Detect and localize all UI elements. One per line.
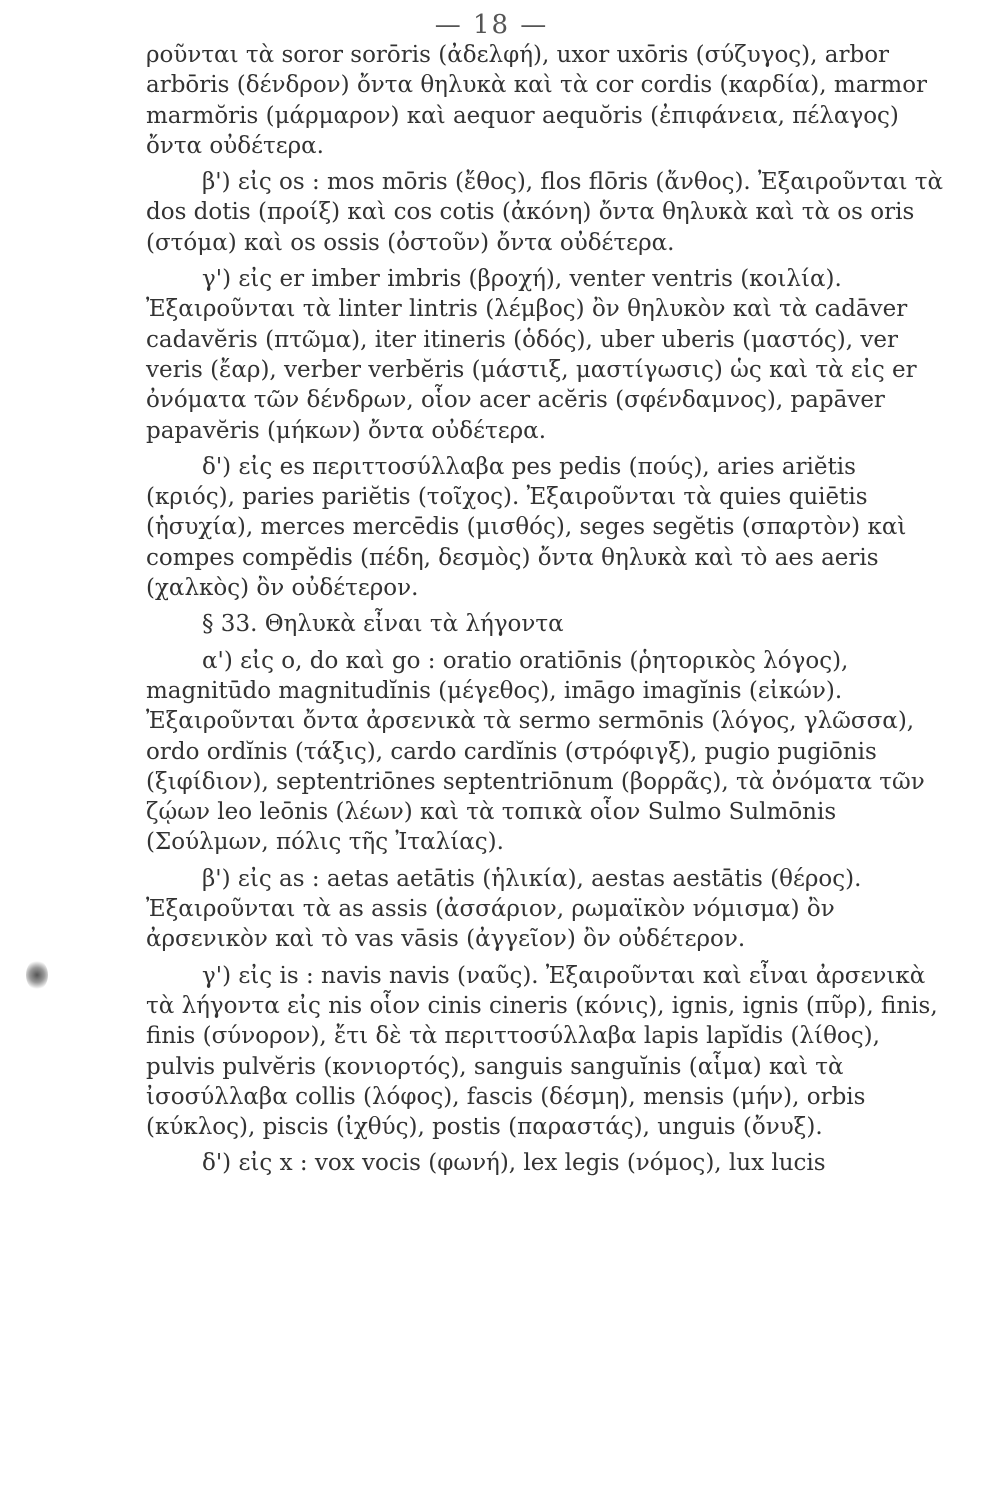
- paragraph-item-delta-es: δ') εἰς es περιττοσύλλαβα pes pedis (πούς), aries ariĕtis (κριός), paries pariĕtis (τοῖχος). Ἐξαιροῦνται τὰ quies quiētis (ἡσυχία), merces mercēdis (μισθός), seges segĕtis (σπαρτὸν) καὶ compes compĕdis (πέδη, δεσμὸς) ὄντα θηλυκὰ καὶ τὸ aes aeris (χαλκὸς) ὂν οὐδέτερον.: [146, 453, 907, 602]
- paragraph-item-beta-os: β') εἰς os : mos mōris (ἔθος), flos flōris (ἄνθος). Ἐξαιροῦνται τὰ dos dotis (προίξ) καὶ cos cotis (ἀκόνη) ὄντα θηλυκὰ καὶ τὰ os oris (στόμα) καὶ os ossis (ὀστοῦν) ὄντα οὐδέτερα.: [146, 169, 944, 256]
- page-number: — 18 —: [434, 10, 549, 40]
- ink-smudge: [26, 960, 48, 990]
- paragraph-item-gamma-is: γ') εἰς is : navis navis (ναῦς). Ἐξαιροῦνται καὶ εἶναι ἀρσενικὰ τὰ λήγοντα εἰς nis οἷον cinis cineris (κόνις), ignis, ignis (πῦρ), finis, finis (σύνορον), ἔτι δὲ τὰ περιττοσύλλαβα lapis lapĭdis (λίθος), pulvis pulvĕris (κονιορτός), sanguis sanguĭnis (αἷμα) καὶ τὰ ἰσοσύλλαβα collis (λόφος), fascis (δέσμη), mensis (μήν), orbis (κύκλος), piscis (ἰχθύς), postis (παραστάς), unguis (ὄνυξ).: [146, 962, 938, 1141]
- paragraph-item-beta-as: β') εἰς as : aetas aetātis (ἡλικία), aestas aestātis (θέρος). Ἐξαιροῦνται τὰ as assis (ἀσσάριον, ρωμαϊκὸν νόμισμα) ὂν ἀρσενικὸν καὶ τὸ vas vāsis (ἀγγεῖον) ὂν οὐδέτερον.: [146, 865, 862, 953]
- section-heading: § 33. Θηλυκὰ εἶναι τὰ λήγοντα: [202, 611, 564, 638]
- paragraph-item-gamma-er: γ') εἰς er imber imbris (βροχή), venter ventris (κοιλία). Ἐξαιροῦνται τὰ linter lintris (λέμβος) ὂν θηλυκὸν καὶ τὰ cadāver cadavĕris (πτῶμα), iter itineris (ὁδός), uber uberis (μαστός), ver veris (ἔαρ), verber verbĕris (μάστιξ, μαστίγωσις) ὡς καὶ τὰ εἰς er ὀνόματα τῶν δένδρων, οἷον acer acĕris (σφένδαμνος), papāver papavĕris (μήκων) ὄντα οὐδέτερα.: [146, 266, 917, 444]
- page-body: [146, 40, 946, 1185]
- paragraph-continuation: ροῦνται τὰ soror sorōris (ἀδελφή), uxor uxōris (σύζυγος), arbor arbōris (δένδρον) ὄντα θηλυκὰ καὶ τὰ cor cordis (καρδία), marmor marmŏris (μάρμαρον) καὶ aequor aequŏris (ἐπιφάνεια, πέλαγος) ὄντα οὐδέτερα.: [146, 42, 928, 159]
- paragraph-item-delta-x: δ') εἰς x : vox vocis (φωνή), lex legis (νόμος), lux lucis: [202, 1150, 826, 1177]
- paragraph-item-alpha-o-do-go: α') εἰς o, do καὶ go : oratio oratiōnis (ῥητορικὸς λόγος), magnitūdo magnitudĭnis (μέγεθος), imāgo imagĭnis (εἰκών). Ἐξαιροῦνται ὄντα ἀρσενικὰ τὰ sermo sermōnis (λόγος, γλῶσσα), ordo ordĭnis (τάξις), cardo cardĭnis (στρόφιγξ), pugio pugiōnis (ξιφίδιον), septentriōnes septentriōnum (βορρᾶς), τὰ ὀνόματα τῶν ζῴων leo leōnis (λέων) καὶ τὰ τοπικὰ οἷον Sulmo Sulmōnis (Σούλμων, πόλις τῆς Ἰταλίας).: [146, 647, 925, 856]
